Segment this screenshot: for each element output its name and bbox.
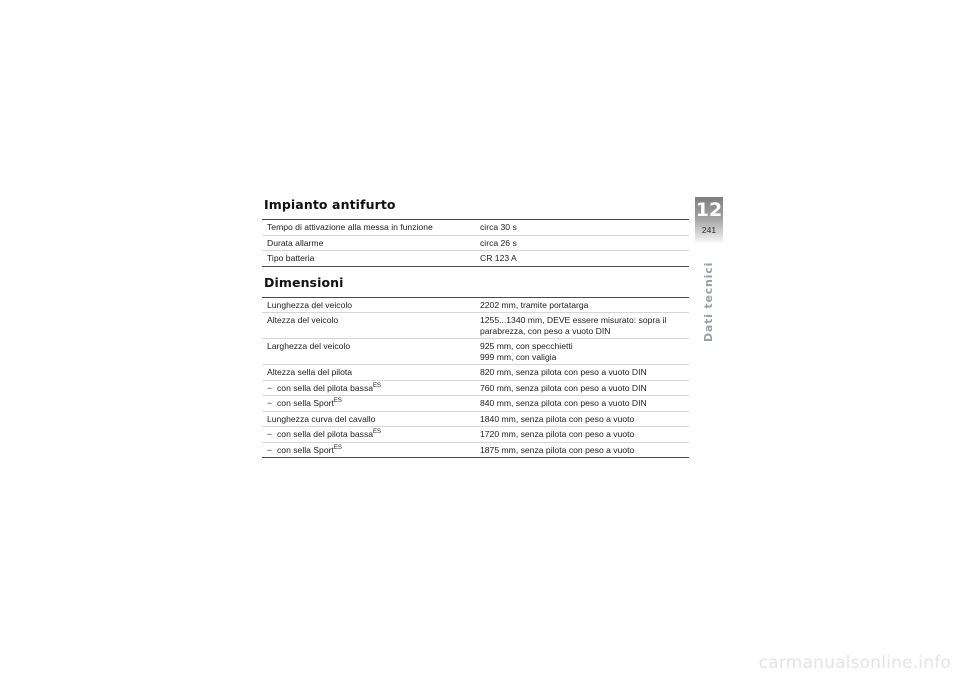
spec-row bbox=[262, 251, 689, 267]
sub-item-dash: − bbox=[267, 398, 273, 408]
spec-label-cell bbox=[262, 339, 475, 365]
spec-label-cell bbox=[262, 442, 475, 458]
spec-table bbox=[262, 297, 689, 459]
spec-value: 2202 mm, tramite portatarga bbox=[480, 299, 589, 310]
spec-label: con sella Sport bbox=[277, 398, 334, 408]
spec-row bbox=[262, 411, 689, 427]
spec-row bbox=[262, 220, 689, 236]
spec-value: 999 mm, con valigia bbox=[480, 351, 557, 362]
spec-label: Larghezza del veicolo bbox=[267, 341, 351, 351]
spec-value-cell bbox=[475, 220, 689, 236]
spec-label: con sella del pilota bassa bbox=[277, 429, 374, 439]
spec-value-cell bbox=[475, 297, 689, 313]
spec-label: Lunghezza del veicolo bbox=[267, 299, 353, 310]
spec-table-body bbox=[262, 297, 689, 458]
section-title: Dimensioni bbox=[264, 274, 344, 290]
spec-row bbox=[262, 297, 689, 313]
spec-value: 1840 mm, senza pilota con peso a vuoto bbox=[480, 413, 635, 424]
spec-label-cell bbox=[262, 396, 475, 412]
spec-label-cell bbox=[262, 297, 475, 313]
spec-value-cell bbox=[475, 235, 689, 251]
spec-value: CR 123 A bbox=[480, 253, 517, 263]
spec-label-cell bbox=[262, 427, 475, 443]
spec-label-cell bbox=[262, 251, 475, 267]
spec-value-cell bbox=[475, 427, 689, 443]
spec-value: 820 mm, senza pilota con peso a vuoto DIN bbox=[480, 367, 647, 377]
spec-label: con sella Sport bbox=[277, 444, 334, 455]
chapter-number: 12 bbox=[695, 199, 723, 221]
spec-label-cell bbox=[262, 313, 475, 339]
spec-label: Lunghezza curva del cavallo bbox=[267, 413, 376, 424]
special-equipment-marker: ES bbox=[373, 429, 382, 435]
spec-label-cell bbox=[262, 380, 475, 396]
spec-value-cell bbox=[475, 251, 689, 267]
spec-row bbox=[262, 365, 689, 381]
spec-row bbox=[262, 396, 689, 412]
spec-value: 1875 mm, senza pilota con peso a vuoto bbox=[480, 444, 635, 455]
section-dimensions bbox=[262, 275, 689, 459]
spec-value: 1255...1340 mm, DEVE essere misurato: sopra il bbox=[480, 315, 667, 325]
spec-label: Altezza sella del pilota bbox=[267, 367, 353, 377]
section-title: Impianto antifurto bbox=[264, 197, 396, 212]
spec-value: circa 30 s bbox=[480, 222, 517, 232]
watermark: carmanualsonline.info bbox=[758, 653, 951, 673]
spec-row bbox=[262, 235, 689, 251]
sub-item-dash: − bbox=[267, 382, 273, 393]
spec-label-cell bbox=[262, 235, 475, 251]
spec-value: 840 mm, senza pilota con peso a vuoto DIN bbox=[480, 398, 647, 408]
sub-item-dash: − bbox=[267, 444, 273, 455]
spec-value: 925 mm, con specchietti bbox=[480, 341, 573, 351]
spec-row bbox=[262, 380, 689, 396]
spec-value: 760 mm, senza pilota con peso a vuoto DIN bbox=[480, 382, 647, 393]
spec-row bbox=[262, 313, 689, 339]
spec-value: circa 26 s bbox=[480, 237, 517, 248]
spec-label: Tipo batteria bbox=[267, 253, 315, 263]
spec-label-cell bbox=[262, 220, 475, 236]
spec-value: parabrezza, con peso a vuoto DIN bbox=[480, 325, 611, 336]
spec-value-cell bbox=[475, 313, 689, 339]
spec-row bbox=[262, 427, 689, 443]
special-equipment-marker: ES bbox=[333, 398, 342, 404]
spec-table bbox=[262, 219, 689, 267]
special-equipment-marker: ES bbox=[373, 382, 382, 389]
page-number: 241 bbox=[701, 225, 717, 235]
chapter-tab bbox=[695, 197, 723, 244]
spec-label: Durata allarme bbox=[267, 237, 324, 248]
spec-value-cell bbox=[475, 411, 689, 427]
spec-label-cell bbox=[262, 411, 475, 427]
spec-label: con sella del pilota bassa bbox=[277, 382, 374, 393]
spec-content bbox=[262, 197, 689, 458]
spec-table-body bbox=[262, 220, 689, 267]
spec-value-cell bbox=[475, 442, 689, 458]
spec-value-cell bbox=[475, 380, 689, 396]
special-equipment-marker: ES bbox=[333, 444, 342, 451]
spec-label-cell bbox=[262, 365, 475, 381]
spec-value: 1720 mm, senza pilota con peso a vuoto bbox=[480, 429, 635, 439]
chapter-side-label: Dati tecnici bbox=[702, 261, 715, 342]
spec-value-cell bbox=[475, 339, 689, 365]
spec-label: Tempo di attivazione alla messa in funzione bbox=[267, 222, 433, 232]
spec-value-cell bbox=[475, 365, 689, 381]
section-antitheft bbox=[262, 197, 689, 267]
spec-value-cell bbox=[475, 396, 689, 412]
spec-row bbox=[262, 339, 689, 365]
spec-label: Altezza del veicolo bbox=[267, 315, 339, 325]
spec-row bbox=[262, 442, 689, 458]
sub-item-dash: − bbox=[267, 429, 273, 439]
